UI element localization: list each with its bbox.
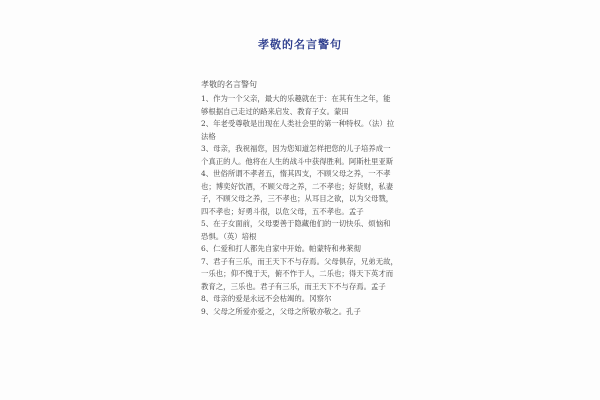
quote-list — [201, 93, 401, 318]
quote-line: 4、世俗所谓不孝者五，惰其四支，不顾父母之养，一不孝 — [201, 169, 391, 178]
quote-line: 5、在子女面前，父母要善于隐藏他们的一切快乐、烦恼和 — [201, 219, 391, 228]
quote-line: 子，不顾父母之养，三不孝也；从耳目之欲，以为父母戮， — [201, 194, 394, 203]
quote-line: 四不孝也；好勇斗很，以危父母，五不孝也。孟子 — [201, 206, 364, 216]
quote-line: 8、母亲的爱是永远不会枯竭的。冈察尔 — [201, 294, 332, 303]
quote-line: 一乐也；仰不愧于天，俯不怍于人，二乐也；得天下英才而 — [201, 269, 394, 278]
quote-line: 法格 — [201, 131, 216, 141]
quote-line: 3、母亲，我祝福您，因为您知道怎样把您的儿子培养成一 — [201, 144, 391, 153]
quote-line: 个真正的人。他将在人生的战斗中获得胜利。阿斯杜里亚斯 — [201, 156, 394, 166]
quote-line: 6、仁爱和打人都先自家中开始。帕蒙特和弗莱彻 — [201, 244, 361, 253]
quote-line: 恐惧。（英）培根 — [201, 231, 257, 241]
quote-line: 也；博奕好饮酒，不顾父母之养，二不孝也；好货财，私妻 — [201, 181, 394, 191]
quote-line: 1、作为一个父亲，最大的乐趣就在于：在其有生之年，能 — [201, 94, 391, 103]
quote-line: 够根据自己走过的路来启发、教育子女。蒙田 — [201, 106, 349, 116]
quote-line: 9、父母之所爱亦爱之，父母之所敬亦敬之。孔子 — [201, 306, 361, 316]
quote-line: 教育之，三乐也。君子有三乐，而王天下不与存焉。孟子 — [201, 281, 386, 291]
quote-line: 2、年老受尊敬是出现在人类社会里的第一种特权。（法）拉 — [201, 119, 395, 128]
document-subtitle: 孝敬的名言警句 — [201, 80, 257, 89]
document-body — [201, 79, 401, 318]
page-title: 孝敬的名言警句 — [258, 38, 342, 51]
quote-line: 7、君子有三乐，而王天下不与存焉。父母俱存，兄弟无故， — [201, 256, 398, 266]
